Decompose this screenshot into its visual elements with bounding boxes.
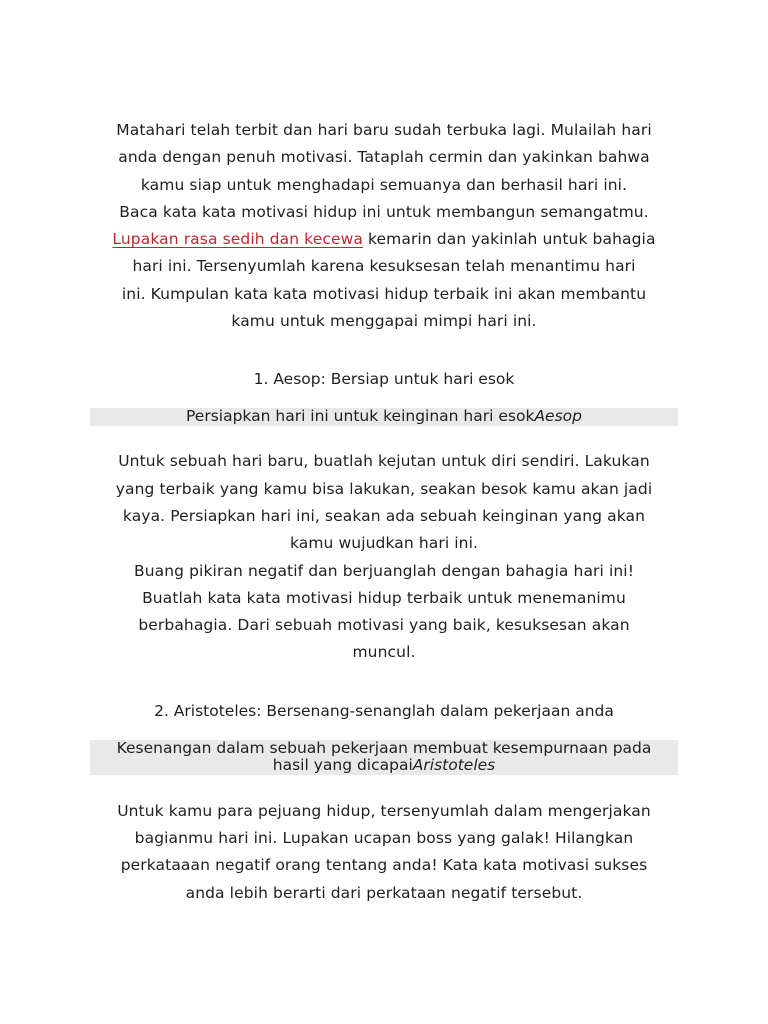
intro-paragraph [90, 117, 678, 226]
section-2-quote-author: Aristoteles [412, 755, 496, 774]
section-2-paragraph-1 [90, 798, 678, 907]
s2p1-line-4: anda lebih berarti dari perkataan negatif tersebut. [185, 883, 583, 902]
second-line-4: kamu untuk menggapai mimpi hari ini. [231, 312, 537, 331]
s2p1-line-3: perkataaan negatif orang tentang anda! Kata kata motivasi sukses [120, 856, 648, 875]
section-2-quote-line-1: Kesenangan dalam sebuah pekerjaan membuat kesempurnaan pada [116, 738, 652, 757]
s2p1-line-1: Untuk kamu para pejuang hidup, tersenyumlah dalam mengerjakan [117, 801, 651, 820]
s1p1-line-4: kamu wujudkan hari ini. [289, 534, 479, 553]
article [90, 114, 678, 907]
s1p2-line-4: muncul. [352, 643, 416, 662]
second-line-3: ini. Kumpulan kata kata motivasi hidup terbaik ini akan membantu [121, 284, 647, 303]
section-2-quote-line-2: hasil yang dicapai [272, 755, 413, 774]
s1p1-line-2: yang terbaik yang kamu bisa lakukan, seakan besok kamu akan jadi [115, 479, 653, 498]
s1p2-line-2: Buatlah kata kata motivasi hidup terbaik untuk menemanimu [142, 588, 626, 607]
s2p1-line-2: bagianmu hari ini. Lupakan ucapan boss yang galak! Hilangkan [134, 829, 634, 848]
section-1-paragraph-1 [90, 448, 678, 557]
s1p2-line-1: Buang pikiran negatif dan berjuanglah dengan bahagia hari ini! [133, 561, 635, 580]
section-2-heading: 2. Aristoteles: Bersenang-senanglah dalam pekerjaan anda [154, 701, 614, 720]
second-paragraph [90, 226, 678, 335]
section-2-quote [90, 740, 678, 775]
section-1-quote [90, 408, 678, 426]
second-line-1-rest: kemarin dan yakinlah untuk bahagia [362, 230, 656, 249]
section-1-paragraph-2 [90, 558, 678, 667]
intro-line-4: Baca kata kata motivasi hidup ini untuk membangun semangatmu. [119, 202, 649, 221]
section-1-heading: 1. Aesop: Bersiap untuk hari esok [253, 370, 515, 389]
lupakan-rasa-sedih-link[interactable]: Lupakan rasa sedih dan kecewa [112, 230, 363, 249]
intro-line-3: kamu siap untuk menghadapi semuanya dan berhasil hari ini. [140, 175, 628, 194]
s1p2-line-3: berbahagia. Dari sebuah motivasi yang baik, kesuksesan akan [138, 616, 630, 635]
s1p1-line-3: kaya. Persiapkan hari ini, seakan ada sebuah keinginan yang akan [122, 506, 646, 525]
intro-line-2: anda dengan penuh motivasi. Tataplah cermin dan yakinkan bahwa [118, 148, 650, 167]
section-1-quote-author: Aesop [534, 407, 582, 426]
intro-line-1: Matahari telah terbit dan hari baru sudah terbuka lagi. Mulailah hari [116, 121, 652, 139]
section-1-quote-text: Persiapkan hari ini untuk keinginan hari esok [186, 407, 535, 426]
s1p1-line-1: Untuk sebuah hari baru, buatlah kejutan untuk diri sendiri. Lakukan [118, 452, 650, 471]
second-line-2: hari ini. Tersenyumlah karena kesuksesan telah menantimu hari [132, 257, 636, 276]
